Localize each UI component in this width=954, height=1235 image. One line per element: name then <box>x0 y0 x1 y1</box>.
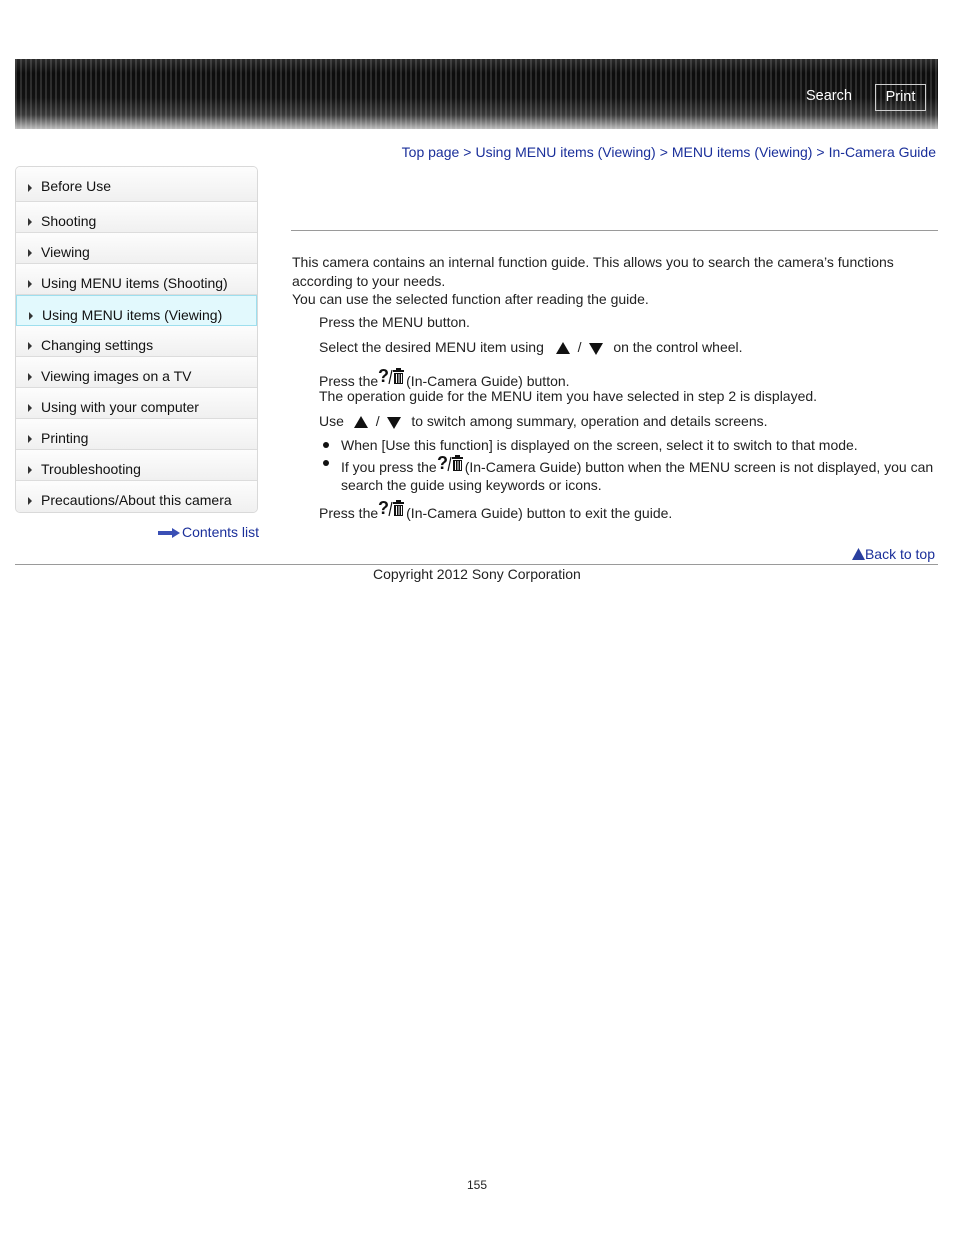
sidebar-item-changing-settings[interactable] <box>16 326 257 357</box>
triangle-right-icon <box>28 184 32 192</box>
sidebar-item-label: Viewing images on a TV <box>41 368 192 384</box>
svg-text:?: ? <box>436 453 448 473</box>
sidebar-item-label: Printing <box>41 430 89 446</box>
sidebar-item-label: Shooting <box>41 213 97 229</box>
step-4-text-before: Use <box>319 413 344 429</box>
up-triangle-icon <box>852 548 865 560</box>
header-bar <box>15 59 938 129</box>
search-link[interactable]: Search <box>806 88 852 104</box>
triangle-right-icon <box>29 312 33 320</box>
breadcrumb-separator: > <box>816 144 825 160</box>
sidebar-item-label: Changing settings <box>41 337 154 353</box>
bullet-dot <box>323 442 329 448</box>
bullet-1-text: When [Use this function] is displayed on the screen, select it to switch to that mode. <box>341 437 858 453</box>
triangle-right-icon <box>28 249 32 257</box>
triangle-right-icon <box>28 404 32 412</box>
down-arrow-icon <box>383 415 405 429</box>
sidebar-item-label: Using MENU items (Viewing) <box>42 307 223 323</box>
breadcrumb <box>402 144 936 160</box>
title-divider <box>291 230 938 231</box>
sidebar-item-printing[interactable] <box>16 419 257 450</box>
sidebar-item-viewing[interactable] <box>16 233 257 264</box>
contents-list-link[interactable] <box>158 524 259 540</box>
breadcrumb-menu-items-viewing[interactable]: MENU items (Viewing) <box>671 144 813 160</box>
bullet-dot <box>323 460 329 466</box>
sidebar-item-before-use[interactable] <box>16 167 257 202</box>
sidebar-item-label: Using MENU items (Shooting) <box>41 275 228 291</box>
sidebar-item-using-menu-viewing[interactable] <box>16 295 257 326</box>
triangle-right-icon <box>28 373 32 381</box>
triangle-right-icon <box>28 342 32 350</box>
triangle-right-icon <box>28 466 32 474</box>
step-1 <box>319 314 470 330</box>
intro-line-2: You can use the selected function after reading the guide. <box>292 291 649 307</box>
bullet-2-text-before: If you press the <box>341 459 437 475</box>
step-3-text-after: (In-Camera Guide) button. <box>406 373 570 389</box>
back-to-top-link[interactable] <box>852 546 935 562</box>
step-4-text-after: to switch among summary, operation and details screens. <box>411 413 768 429</box>
sidebar-nav <box>15 166 258 513</box>
step-3-line-2: The operation guide for the MENU item you have selected in step 2 is displayed. <box>319 388 818 404</box>
bullet-2-text <box>341 453 937 494</box>
sidebar-item-using-menu-shooting[interactable] <box>16 264 257 295</box>
breadcrumb-separator: > <box>659 144 668 160</box>
up-arrow-icon <box>552 341 574 355</box>
page-number: 155 <box>467 1178 488 1192</box>
up-arrow-icon <box>350 415 372 429</box>
intro-line-1: This camera contains an internal function guide. This allows you to search the camera’s functions according to your needs. <box>292 254 894 289</box>
triangle-right-icon <box>28 497 32 505</box>
step-4 <box>319 413 768 429</box>
step-5 <box>319 498 672 521</box>
breadcrumb-in-camera-guide[interactable]: In-Camera Guide <box>828 144 936 160</box>
back-to-top-label: Back to top <box>864 546 935 562</box>
sidebar-item-troubleshooting[interactable] <box>16 450 257 481</box>
footer-divider <box>15 564 938 565</box>
sidebar-item-using-with-computer[interactable] <box>16 388 257 419</box>
copyright-text: Copyright 2012 Sony Corporation <box>373 566 581 582</box>
svg-text:?: ? <box>378 498 390 518</box>
sidebar-item-label: Before Use <box>41 178 112 194</box>
bullet-2-text-after: (In-Camera Guide) button when the MENU screen is not displayed, you can search the guide using keywords or icons. <box>341 459 934 493</box>
breadcrumb-top-page[interactable]: Top page <box>401 144 460 160</box>
intro-text <box>292 253 938 309</box>
contents-list-label: Contents list <box>182 524 260 540</box>
down-arrow-icon <box>585 341 607 355</box>
step-2-text-before: Select the desired MENU item using <box>319 339 544 355</box>
help-trash-icon <box>378 366 406 386</box>
sidebar-item-shooting[interactable] <box>16 202 257 233</box>
step-4-slash: / <box>375 413 380 429</box>
sidebar-item-viewing-on-tv[interactable] <box>16 357 257 388</box>
arrow-right-icon <box>158 528 180 538</box>
sidebar-item-label: Using with your computer <box>41 399 199 415</box>
sidebar-item-label: Precautions/About this camera <box>41 492 232 508</box>
step-3 <box>319 366 818 404</box>
triangle-right-icon <box>28 435 32 443</box>
step-2-slash: / <box>577 339 582 355</box>
print-button[interactable]: Print <box>875 84 926 111</box>
sidebar-item-precautions[interactable] <box>16 481 257 512</box>
step-5-text-after: (In-Camera Guide) button to exit the guide. <box>406 505 673 521</box>
help-trash-icon <box>378 498 406 518</box>
breadcrumb-using-menu-viewing[interactable]: Using MENU items (Viewing) <box>475 144 656 160</box>
step-2 <box>319 339 743 355</box>
step-1-text: Press the MENU button. <box>319 314 470 330</box>
sidebar-item-label: Troubleshooting <box>41 461 141 477</box>
svg-text:?: ? <box>378 366 390 386</box>
help-trash-icon <box>437 453 465 473</box>
step-3-text-before: Press the <box>319 373 379 389</box>
breadcrumb-separator: > <box>463 144 472 160</box>
step-5-text-before: Press the <box>319 505 379 521</box>
sidebar-item-label: Viewing <box>41 244 90 260</box>
step-2-text-after: on the control wheel. <box>613 339 743 355</box>
triangle-right-icon <box>28 218 32 226</box>
triangle-right-icon <box>28 280 32 288</box>
